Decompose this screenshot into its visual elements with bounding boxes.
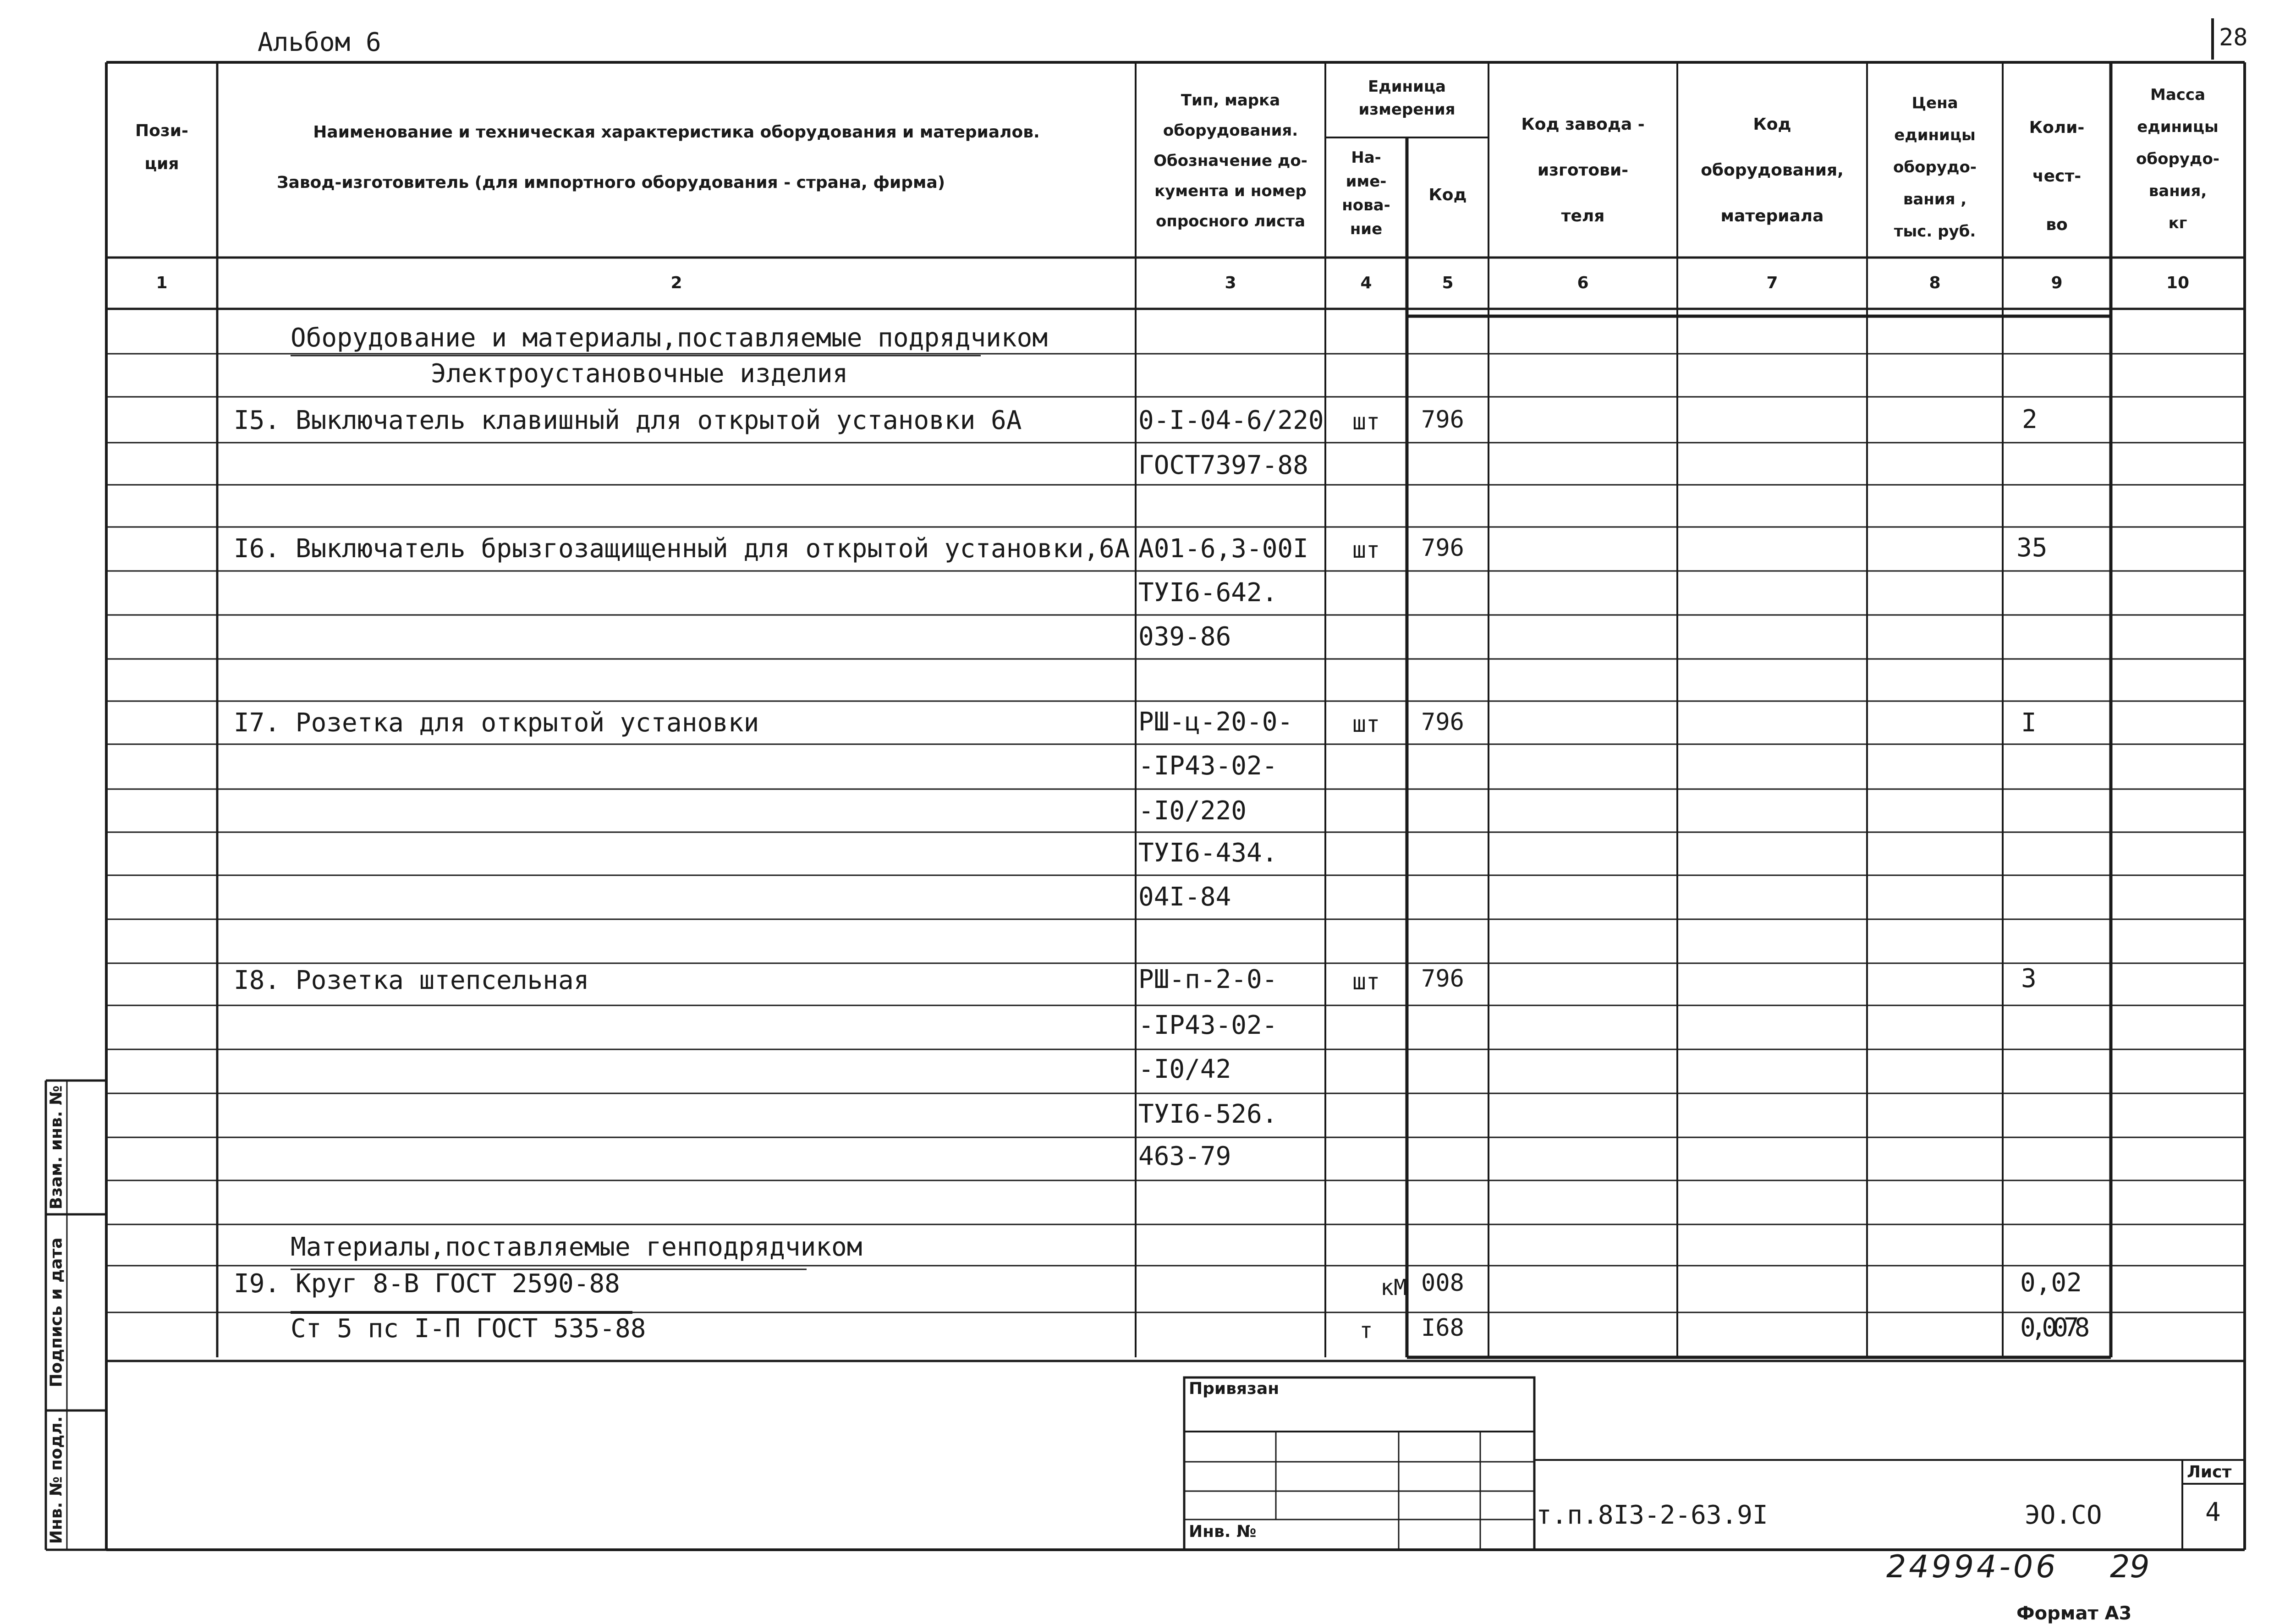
header-col6 <box>1489 102 1677 239</box>
header-col8-line: Цена <box>1911 94 1958 112</box>
item-type: 039-86 <box>1138 622 1231 652</box>
item-name: I6. Выключатель брызгозащищенный для открытой установки,6А <box>234 534 1130 564</box>
header-col10-line: Масса <box>2150 86 2206 104</box>
item-type: -I0/220 <box>1138 796 1247 826</box>
header-col10-line: кг <box>2168 214 2187 232</box>
footer-page-number: 29 <box>2110 1549 2150 1585</box>
header-col7 <box>1677 102 1867 239</box>
side-label-vzam: Взам. инв. № <box>47 1085 66 1210</box>
header-col9-line: Коли- <box>2029 118 2085 137</box>
stamp-sheet-label: Лист <box>2187 1463 2232 1481</box>
item-code: 796 <box>1421 708 1464 736</box>
item-type: -IP43-02- <box>1138 751 1278 781</box>
header-col9-line: чест- <box>2032 167 2082 186</box>
side-label-inv-podl: Инв. № подл. <box>47 1416 66 1544</box>
item-name: I5. Выключатель клавишный для открытой установки 6А <box>234 406 1022 435</box>
album-title: Альбом 6 <box>258 27 381 57</box>
header-col6-line: изготови- <box>1537 161 1629 180</box>
item-name: I8. Розетка штепсельная <box>234 966 589 995</box>
header-col3-line: оборудования. <box>1163 121 1298 140</box>
header-col8-line: оборудо- <box>1893 158 1977 176</box>
item-unit: шт <box>1352 968 1380 995</box>
header-col4 <box>1325 146 1407 241</box>
item-unit: шт <box>1352 408 1380 435</box>
item-type: РШ-п-2-0- <box>1138 965 1278 994</box>
col-number: 10 <box>2166 274 2190 292</box>
col-number: 9 <box>2051 274 2063 292</box>
header-col1 <box>106 115 217 181</box>
header-col3-line: кумента и номер <box>1154 182 1307 200</box>
col-number: 1 <box>156 274 168 292</box>
item-name: Ст 5 пс I-П ГОСТ 535-88 <box>291 1314 646 1344</box>
stamp-sheet-code: ЭО.СО <box>2025 1500 2102 1530</box>
item-type: А01-6,3-00I <box>1138 534 1308 564</box>
header-col10-line: вания, <box>2148 182 2207 200</box>
header-col10 <box>2111 79 2245 239</box>
footer-handwritten-code: 24994-06 <box>1886 1549 2059 1585</box>
col-number: 7 <box>1766 274 1778 292</box>
header-col3-line: Тип, марка <box>1181 91 1280 110</box>
item-unit: шт <box>1352 711 1380 737</box>
header-col8-line: вания , <box>1903 190 1967 208</box>
item-qty: 3 <box>2021 964 2037 993</box>
header-col10-line: единицы <box>2137 118 2219 136</box>
item-type: -I0/42 <box>1138 1054 1231 1084</box>
header-col8 <box>1867 87 2003 247</box>
item-qty: 35 <box>2016 533 2048 563</box>
header-col3 <box>1136 85 1325 236</box>
header-col5: Код <box>1428 186 1467 204</box>
header-col6-line: теля <box>1561 207 1605 225</box>
header-unit-line: Единица <box>1368 77 1446 96</box>
item-code: 796 <box>1421 534 1464 562</box>
item-type: ТУI6-434. <box>1138 838 1278 868</box>
page-corner-number: 28 <box>2219 24 2248 51</box>
item-type: РШ-ц-20-0- <box>1138 707 1293 737</box>
item-code: 796 <box>1421 965 1464 993</box>
header-col4-line: име- <box>1346 172 1387 191</box>
header-col4-line: нова- <box>1342 196 1390 214</box>
header-col4-line: На- <box>1351 148 1381 167</box>
item-unit: шт <box>1352 537 1380 563</box>
item-type: ТУI6-642. <box>1138 578 1278 608</box>
header-col7-line: Код <box>1753 115 1791 134</box>
item-unit: кМ <box>1380 1275 1407 1300</box>
col-number: 4 <box>1360 274 1372 292</box>
header-col2 <box>217 107 1136 208</box>
stamp-privyazan: Привязан <box>1189 1379 1280 1398</box>
item-qty: 0,0078 <box>2020 1313 2086 1343</box>
item-code: I68 <box>1421 1314 1464 1342</box>
item-type: 0-I-04-6/220 <box>1138 406 1324 435</box>
header-col3-line: Обозначение до- <box>1153 152 1307 170</box>
header-col7-line: материала <box>1720 207 1824 225</box>
col-number: 3 <box>1225 274 1236 292</box>
header-col6-line: Код завода - <box>1521 115 1645 134</box>
header-col9-line: во <box>2046 215 2068 234</box>
item-unit: т <box>1359 1318 1373 1344</box>
subsection-title: Электроустановочные изделия <box>431 359 848 389</box>
section-title: Оборудование и материалы,поставляемые подрядчиком <box>291 323 1048 353</box>
item-type: ГОСТ7397-88 <box>1138 450 1308 480</box>
header-col1-line: Пози- <box>135 121 188 140</box>
col-number: 5 <box>1442 274 1454 292</box>
header-col2-line: Завод-изготовитель (для импортного оборудования - страна, фирма) <box>277 173 945 192</box>
header-col2-line: Наименование и техническая характеристика оборудования и материалов. <box>313 123 1040 142</box>
stamp-sheet-number: 4 <box>2205 1498 2221 1527</box>
item-type: 463-79 <box>1138 1141 1231 1171</box>
header-unit-group <box>1325 75 1489 121</box>
header-col9 <box>2003 104 2111 249</box>
item-name: I7. Розетка для открытой установки <box>234 708 759 738</box>
col-number: 2 <box>670 274 682 292</box>
section-title: Материалы,поставляемые генподрядчиком <box>291 1232 862 1262</box>
item-type: ТУI6-526. <box>1138 1099 1278 1129</box>
item-qty: 0,02 <box>2020 1268 2082 1298</box>
side-label-podpis: Подпись и дата <box>47 1237 66 1388</box>
stamp-inv-no: Инв. № <box>1189 1522 1257 1541</box>
header-col4-line: ние <box>1350 220 1383 238</box>
item-type: -IP43-02- <box>1138 1010 1278 1040</box>
item-code: 008 <box>1421 1269 1464 1297</box>
col-number: 8 <box>1929 274 1941 292</box>
header-col8-line: тыс. руб. <box>1894 222 1976 241</box>
header-col10-line: оборудо- <box>2136 150 2219 168</box>
header-col8-line: единицы <box>1894 126 1976 144</box>
stamp-doc-code: т.п.8I3-2-63.9I <box>1536 1500 1768 1530</box>
item-qty: 2 <box>2022 405 2038 434</box>
header-col7-line: оборудования, <box>1701 161 1844 180</box>
footer-format: Формат А3 <box>2016 1603 2132 1624</box>
col-number: 6 <box>1577 274 1589 292</box>
item-code: 796 <box>1421 406 1464 433</box>
item-qty: I <box>2021 708 2037 738</box>
header-col1-line: ция <box>144 154 179 173</box>
header-unit-line: измерения <box>1358 100 1456 119</box>
item-name: I9. Круг 8-В ГОСТ 2590-88 <box>234 1269 620 1299</box>
header-col3-line: опросного листа <box>1155 212 1306 230</box>
item-type: 04I-84 <box>1138 882 1231 912</box>
